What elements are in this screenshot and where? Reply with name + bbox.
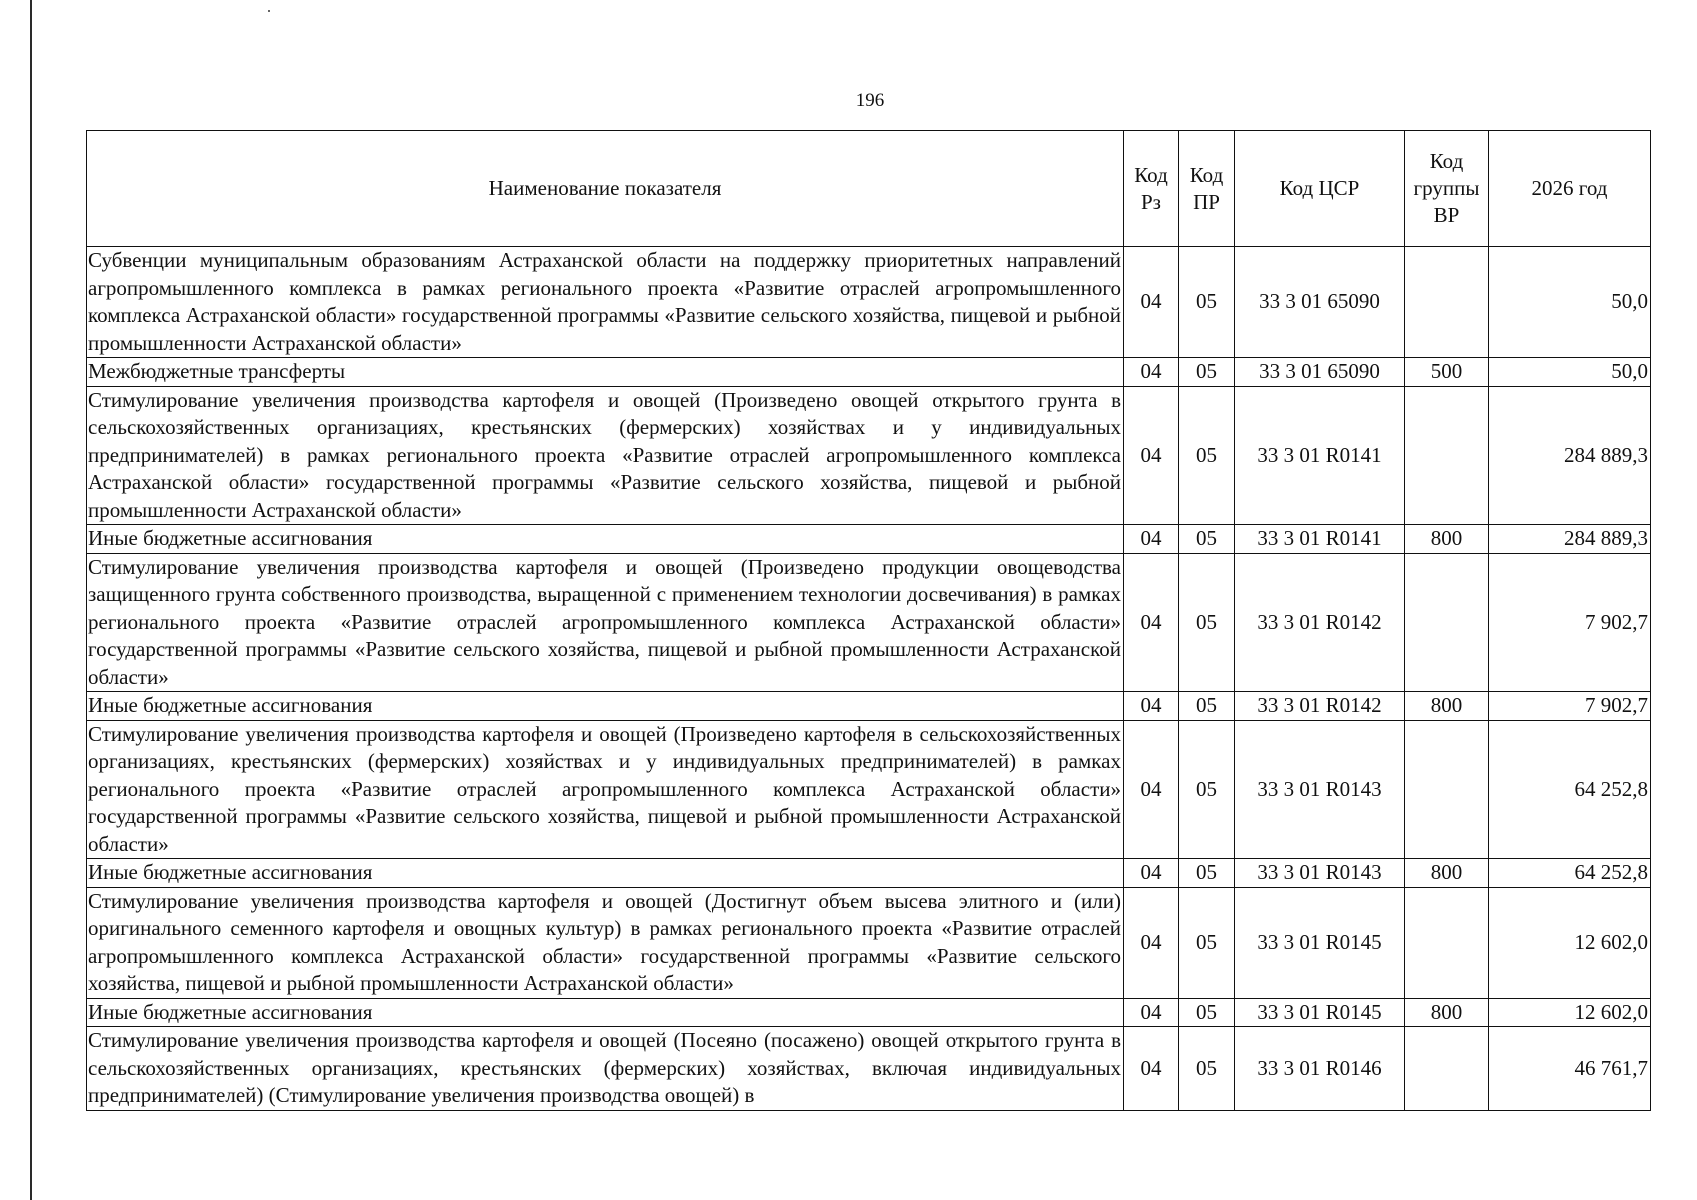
header-rz: Код Рз [1124, 131, 1179, 247]
row-csr: 33 3 01 R0143 [1235, 720, 1405, 859]
row-name: Стимулирование увеличения производства картофеля и овощей (Произведено овощей открытого грунта в сельскохозяйственных организациях, крестьянских (фермерских) хозяйствах и у индивидуальных предпринимателей) в рамках регионального проекта «Развитие отраслей агропромышленного комплекса Астраханской области» государственной программы «Развитие сельского хозяйства, пищевой и рыбной промышленности Астраханской области» [87, 386, 1124, 525]
table-header-row [87, 131, 1651, 247]
row-rz: 04 [1124, 525, 1179, 554]
row-vr [1405, 1027, 1489, 1111]
table-row [87, 692, 1651, 721]
header-vr: Код группы ВР [1405, 131, 1489, 247]
row-vr [1405, 553, 1489, 692]
table-row [87, 358, 1651, 387]
row-amount: 7 902,7 [1489, 692, 1651, 721]
row-vr: 800 [1405, 859, 1489, 888]
row-rz: 04 [1124, 358, 1179, 387]
row-vr [1405, 386, 1489, 525]
row-pr: 05 [1179, 358, 1235, 387]
row-pr: 05 [1179, 859, 1235, 888]
table-row [87, 859, 1651, 888]
row-csr: 33 3 01 R0145 [1235, 887, 1405, 998]
row-vr: 500 [1405, 358, 1489, 387]
row-csr: 33 3 01 65090 [1235, 358, 1405, 387]
row-amount: 12 602,0 [1489, 998, 1651, 1027]
table-row [87, 998, 1651, 1027]
row-rz: 04 [1124, 720, 1179, 859]
row-rz: 04 [1124, 998, 1179, 1027]
page-number: 196 [855, 90, 885, 111]
row-pr: 05 [1179, 1027, 1235, 1111]
row-pr: 05 [1179, 998, 1235, 1027]
table-row [87, 887, 1651, 998]
row-csr: 33 3 01 R0141 [1235, 525, 1405, 554]
row-csr: 33 3 01 R0145 [1235, 998, 1405, 1027]
row-name: Стимулирование увеличения производства картофеля и овощей (Достигнут объем высева элитного и (или) оригинального семенного картофеля и овощных культур) в рамках регионального проекта «Развитие отраслей агропромышленного комплекса Астраханской области» государственной программы «Развитие сельского хозяйства, пищевой и рыбной промышленности Астраханской области» [87, 887, 1124, 998]
row-name: Стимулирование увеличения производства картофеля и овощей (Посеяно (посажено) овощей открытого грунта в сельскохозяйственных организациях, крестьянских (фермерских) хозяйствах, включая индивидуальных предпринимателей) (Стимулирование увеличения производства овощей) в [87, 1027, 1124, 1111]
row-rz: 04 [1124, 386, 1179, 525]
row-rz: 04 [1124, 692, 1179, 721]
row-rz: 04 [1124, 1027, 1179, 1111]
row-pr: 05 [1179, 720, 1235, 859]
row-csr: 33 3 01 65090 [1235, 247, 1405, 358]
table-row [87, 247, 1651, 358]
row-pr: 05 [1179, 386, 1235, 525]
row-amount: 46 761,7 [1489, 1027, 1651, 1111]
row-amount: 284 889,3 [1489, 386, 1651, 525]
row-rz: 04 [1124, 247, 1179, 358]
row-pr: 05 [1179, 692, 1235, 721]
table-row [87, 1027, 1651, 1111]
row-name: Стимулирование увеличения производства картофеля и овощей (Произведено картофеля в сельскохозяйственных организациях, крестьянских (фермерских) хозяйствах и у индивидуальных предпринимателей) в рамках регионального проекта «Развитие отраслей агропромышленного комплекса Астраханской области» государственной программы «Развитие сельского хозяйства, пищевой и рыбной промышленности Астраханской области» [87, 720, 1124, 859]
table-row [87, 553, 1651, 692]
table-row [87, 720, 1651, 859]
row-vr: 800 [1405, 998, 1489, 1027]
header-year: 2026 год [1489, 131, 1651, 247]
header-csr: Код ЦСР [1235, 131, 1405, 247]
row-name: Иные бюджетные ассигнования [87, 859, 1124, 888]
row-name: Иные бюджетные ассигнования [87, 998, 1124, 1027]
budget-table [86, 130, 1651, 1111]
row-rz: 04 [1124, 887, 1179, 998]
row-amount: 50,0 [1489, 358, 1651, 387]
row-amount: 12 602,0 [1489, 887, 1651, 998]
row-vr [1405, 720, 1489, 859]
row-csr: 33 3 01 R0141 [1235, 386, 1405, 525]
row-amount: 64 252,8 [1489, 720, 1651, 859]
row-csr: 33 3 01 R0143 [1235, 859, 1405, 888]
row-amount: 284 889,3 [1489, 525, 1651, 554]
row-name: Стимулирование увеличения производства картофеля и овощей (Произведено продукции овощеводства защищенного грунта собственного производства, выращенной с применением технологии досвечивания) в рамках регионального проекта «Развитие отраслей агропромышленного комплекса Астраханской области» государственной программы «Развитие сельского хозяйства, пищевой и рыбной промышленности Астраханской области» [87, 553, 1124, 692]
row-amount: 50,0 [1489, 247, 1651, 358]
row-name: Иные бюджетные ассигнования [87, 525, 1124, 554]
row-rz: 04 [1124, 859, 1179, 888]
scan-speck [268, 10, 270, 12]
row-vr [1405, 887, 1489, 998]
row-amount: 7 902,7 [1489, 553, 1651, 692]
row-pr: 05 [1179, 247, 1235, 358]
row-rz: 04 [1124, 553, 1179, 692]
row-pr: 05 [1179, 553, 1235, 692]
row-pr: 05 [1179, 887, 1235, 998]
row-vr: 800 [1405, 525, 1489, 554]
header-pr: Код ПР [1179, 131, 1235, 247]
row-amount: 64 252,8 [1489, 859, 1651, 888]
header-name: Наименование показателя [87, 131, 1124, 247]
table-row [87, 386, 1651, 525]
row-vr: 800 [1405, 692, 1489, 721]
table-row [87, 525, 1651, 554]
row-csr: 33 3 01 R0146 [1235, 1027, 1405, 1111]
row-name: Иные бюджетные ассигнования [87, 692, 1124, 721]
page-margin-line [30, 0, 32, 1200]
row-name: Межбюджетные трансферты [87, 358, 1124, 387]
row-csr: 33 3 01 R0142 [1235, 553, 1405, 692]
row-csr: 33 3 01 R0142 [1235, 692, 1405, 721]
row-vr [1405, 247, 1489, 358]
row-pr: 05 [1179, 525, 1235, 554]
row-name: Субвенции муниципальным образованиям Астраханской области на поддержку приоритетных направлений агропромышленного комплекса в рамках регионального проекта «Развитие отраслей агропромышленного комплекса Астраханской области» государственной программы «Развитие сельского хозяйства, пищевой и рыбной промышленности Астраханской области» [87, 247, 1124, 358]
